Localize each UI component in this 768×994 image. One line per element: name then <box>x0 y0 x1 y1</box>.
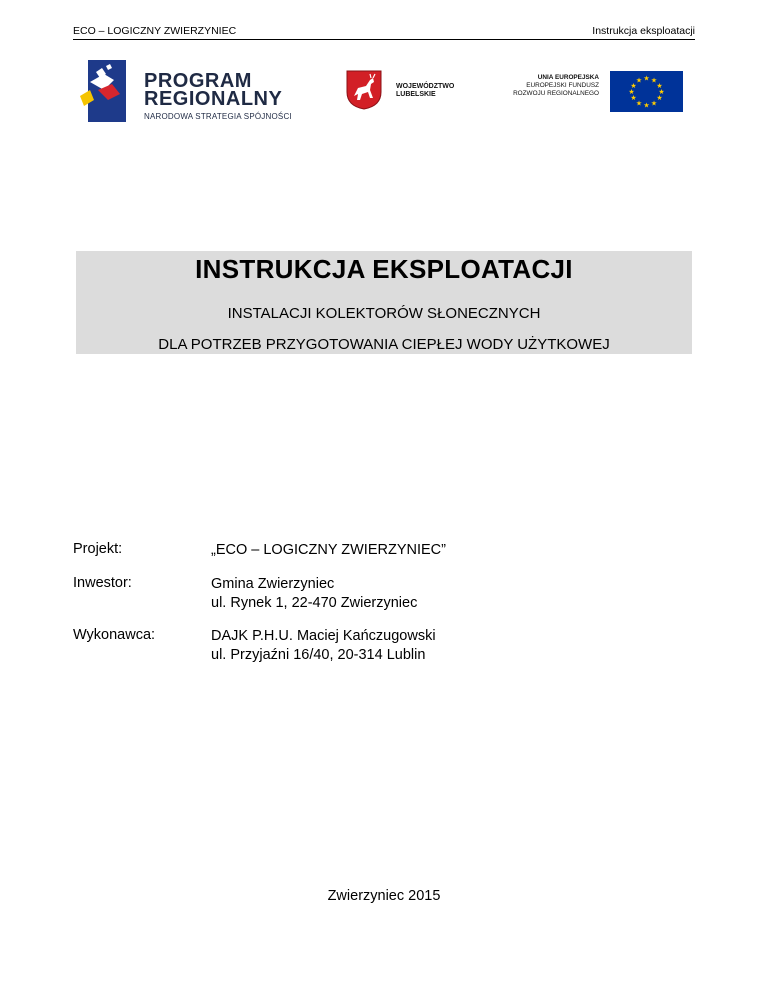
lubelskie-logo-line1: WOJEWÓDZTWO <box>396 83 455 90</box>
svg-text:★: ★ <box>628 88 635 96</box>
document-subtitle-line2: DLA POTRZEB PRZYGOTOWANIA CIEPŁEJ WODY UŻYTKOWEJ <box>158 336 610 353</box>
svg-text:★: ★ <box>658 88 665 96</box>
eu-logo-line3: ROZWOJU REGIONALNEGO <box>513 90 599 97</box>
svg-text:★: ★ <box>656 94 663 102</box>
eu-logo-line2: EUROPEJSKI FUNDUSZ <box>526 82 599 89</box>
inwestor-address: ul. Rynek 1, 22-470 Zwierzyniec <box>211 595 418 611</box>
svg-text:★: ★ <box>650 76 658 85</box>
svg-text:★: ★ <box>650 99 658 108</box>
svg-text:★: ★ <box>630 82 637 90</box>
eu-logo-text <box>492 74 599 98</box>
program-logo-line1: PROGRAM <box>144 70 252 92</box>
header-document-name: Instrukcja eksploatacji <box>592 25 695 37</box>
program-logo-line3: NARODOWA STRATEGIA SPÓJNOŚCI <box>144 112 292 121</box>
program-regionalny-logo <box>80 58 320 128</box>
inwestor-name: Gmina Zwierzyniec <box>211 576 335 592</box>
projekt-name: „ECO – LOGICZNY ZWIERZYNIEC” <box>211 542 446 558</box>
header-project-name: ECO – LOGICZNY ZWIERZYNIEC <box>73 25 237 37</box>
program-logo-line2: REGIONALNY <box>144 88 283 110</box>
program-regionalny-emblem-icon <box>80 60 130 122</box>
projekt-value <box>211 541 446 560</box>
wykonawca-name: DAJK P.H.U. Maciej Kańczugowski <box>211 628 436 644</box>
svg-text:★: ★ <box>656 82 663 90</box>
inwestor-label: Inwestor: <box>73 575 132 591</box>
svg-text:★: ★ <box>643 101 650 110</box>
lubelskie-logo-line2: LUBELSKIE <box>396 91 436 98</box>
document-title: INSTRUKCJA EKSPLOATACJI <box>195 254 573 284</box>
document-subtitle-line1: INSTALACJI KOLEKTORÓW SŁONECZNYCH <box>227 305 541 322</box>
lubelskie-coat-of-arms-icon <box>346 70 382 110</box>
svg-text:★: ★ <box>635 76 643 85</box>
inwestor-value <box>211 575 417 613</box>
projekt-label: Projekt: <box>73 541 123 557</box>
wykonawca-label: Wykonawca: <box>73 627 156 643</box>
wykonawca-address: ul. Przyjaźni 16/40, 20-314 Lublin <box>211 647 426 663</box>
wykonawca-value <box>211 627 436 665</box>
svg-text:★: ★ <box>635 99 643 108</box>
logo-bar <box>0 0 768 140</box>
footer-place-date: Zwierzyniec 2015 <box>327 888 441 904</box>
eu-logo-line1: UNIA EUROPEJSKA <box>537 74 599 81</box>
wojewodztwo-lubelskie-logo <box>346 70 476 110</box>
eu-flag-icon <box>610 71 683 112</box>
svg-text:★: ★ <box>630 94 637 102</box>
svg-text:★: ★ <box>643 74 650 83</box>
